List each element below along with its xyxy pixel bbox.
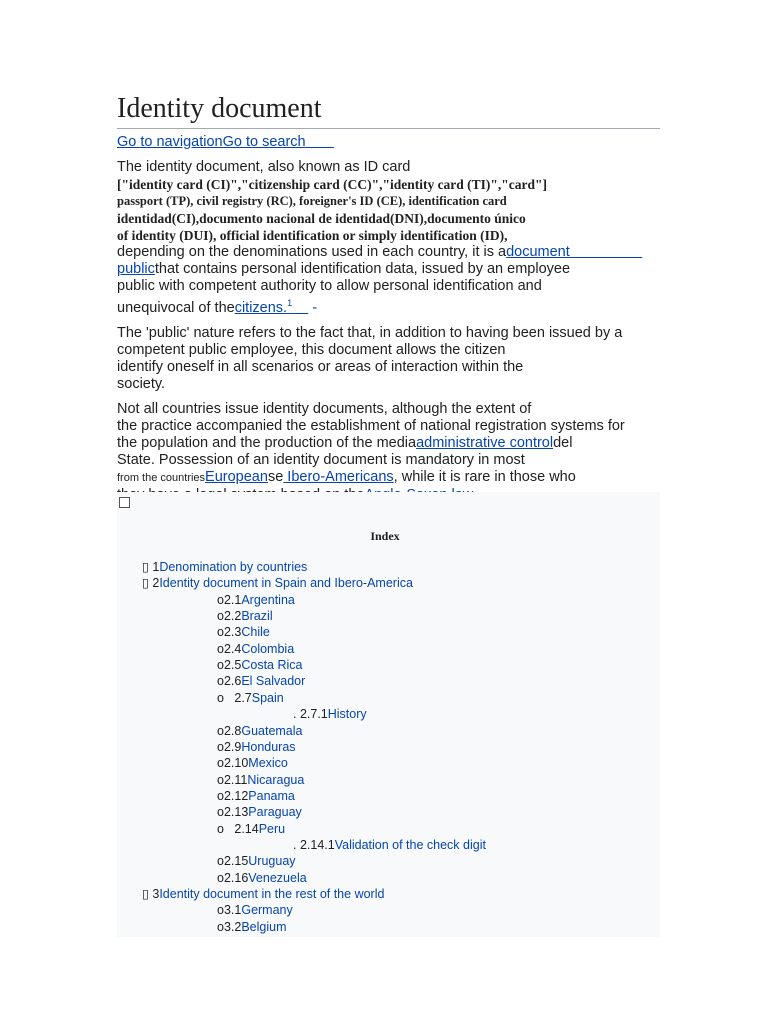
toc-item-link[interactable]: Panama (248, 788, 295, 803)
toc-title: Index (370, 529, 400, 543)
toc-item-link[interactable]: Colombia (241, 641, 295, 656)
toc-item-link[interactable]: Uruguay (248, 854, 296, 869)
toc-item-link[interactable]: Paraguay (248, 805, 302, 820)
european-link[interactable]: European (205, 468, 268, 485)
toc-item[interactable] (217, 853, 296, 869)
toc-item-number: ▯ 2 (142, 576, 160, 591)
text-line: The 'public' nature refers to the fact that, in addition to having been issued by a (117, 324, 623, 341)
toc-item-number: o2.1 (217, 592, 242, 607)
toc-item[interactable] (142, 575, 413, 591)
text-line: from the countriesEuropeanse Ibero-Americans, while it is rare in those who (117, 468, 576, 485)
go-to-navigation-link[interactable]: Go to navigation (117, 134, 223, 150)
article-body (117, 88, 660, 504)
toc-item-link[interactable]: Spain (251, 690, 284, 705)
toc-item[interactable] (217, 657, 302, 673)
toc-item[interactable] (293, 706, 367, 722)
toc-item[interactable] (217, 624, 270, 640)
intro-bold-line: ["identity card (CI)","citizenship card (CC)","identity card (TI)","card"] (117, 177, 548, 192)
toc-item-number: o2.8 (217, 723, 242, 738)
toc-item[interactable] (142, 559, 307, 575)
text-line: competent public employee, this document allows the citizen (117, 341, 506, 358)
toc-item[interactable] (217, 641, 294, 657)
toc-item-link[interactable]: Belgium (241, 919, 287, 934)
toc-item[interactable] (217, 870, 307, 886)
ibero-americans-link[interactable]: Ibero-Americans (283, 468, 394, 485)
toc-item[interactable] (217, 690, 284, 706)
toc-item-number: o2.10 (217, 756, 249, 771)
toc-item-number: o2.12 (217, 788, 249, 803)
toc-item-number: ▯ 1 (142, 560, 160, 574)
toc-item[interactable] (217, 902, 293, 918)
toc-item-number: . 2.7.1 (293, 707, 328, 722)
toc-item-link[interactable]: Chile (241, 625, 270, 640)
toc-item-number: o2.5 (217, 658, 242, 673)
intro-line: publicthat contains personal identification data, issued by an employee (117, 261, 571, 277)
toc-item-link[interactable]: Honduras (241, 739, 296, 754)
toc-item[interactable] (293, 837, 486, 853)
citizens-link[interactable]: citizens.$^1$ (234, 298, 293, 316)
text-line: society. (117, 375, 166, 392)
toc-item[interactable] (217, 788, 295, 804)
text-line: the practice accompanied the establishment of national registration systems for (117, 417, 625, 434)
toc-item-link[interactable]: Mexico (248, 756, 288, 771)
toc-item-number: o3.1 (217, 903, 242, 918)
toc-item-link[interactable]: Identity document in Spain and Ibero-America (159, 576, 413, 591)
toc-item[interactable] (217, 673, 305, 689)
toc-item[interactable] (217, 608, 273, 624)
public-link[interactable]: public (117, 261, 155, 277)
text-line: identify oneself in all scenarios or areas of interaction within the (117, 358, 524, 375)
toc-item-number: o2.6 (217, 674, 242, 689)
toc-item-number: o2.13 (217, 805, 249, 820)
paragraph-2 (117, 325, 660, 393)
toc-item[interactable] (142, 886, 384, 902)
toc-item-link[interactable]: Identity document in the rest of the world (159, 887, 385, 901)
toc-item-link[interactable]: Validation of the check digit (334, 837, 486, 852)
toc-item[interactable] (217, 772, 304, 788)
toc-item[interactable] (217, 739, 296, 755)
toc-item-number: o3.2 (217, 919, 242, 934)
document-link[interactable]: document (506, 244, 570, 260)
paragraph-3 (117, 401, 660, 504)
intro-line: The identity document, also known as ID card (117, 159, 411, 175)
toc-item-number: o 2.14 (217, 821, 259, 836)
go-to-search-link[interactable]: Go to search (222, 134, 306, 150)
toc-item[interactable] (217, 755, 288, 771)
intro-line: unequivocal of thecitizens.$^1$ - (117, 298, 318, 316)
toc-item-number: o2.2 (217, 609, 242, 624)
toc-item-number: . 2.14.1 (293, 837, 335, 852)
toc-item[interactable] (217, 592, 295, 608)
toc-item-link[interactable]: Argentina (241, 592, 295, 607)
toc-item-number: o2.16 (217, 870, 249, 885)
toc-item-number: o2.9 (217, 739, 242, 754)
toc-item[interactable] (217, 804, 302, 820)
intro-line: depending on the denominations used in each country, it is adocument (117, 244, 570, 260)
intro-paragraph (117, 159, 660, 317)
toc-item-number: o 2.7 (217, 690, 252, 705)
page-title: Identity document (117, 88, 660, 129)
toc-item[interactable] (217, 723, 303, 739)
toc-item[interactable] (217, 919, 287, 935)
toc-item-link[interactable]: Guatemala (241, 723, 303, 738)
text-line: State. Possession of an identity document is mandatory in most (117, 451, 525, 468)
toc-item-number: o2.3 (217, 625, 242, 640)
toc-item[interactable] (217, 821, 285, 837)
toc-item-number: ▯ 3 (142, 887, 160, 901)
toc-item-link[interactable]: Costa Rica (241, 658, 303, 673)
toc-item-number: o2.4 (217, 641, 242, 656)
intro-bold-line: passport (TP), civil registry (RC), foreigner's ID (CE), identification card (117, 194, 507, 208)
intro-bold-line: of identity (DUI), official identification or simply identification (ID), (117, 228, 508, 243)
toc-item-link[interactable]: Peru (258, 821, 286, 836)
toc-toggle-checkbox[interactable] (119, 497, 130, 508)
toc-item-link[interactable]: Venezuela (248, 870, 307, 885)
toc-item-link[interactable]: El Salvador (241, 674, 306, 689)
citation-dash-link[interactable]: - (312, 299, 318, 316)
toc-item-link[interactable]: Nicaragua (247, 772, 305, 787)
toc-item-number: o2.11 (217, 772, 248, 787)
toc-item-number: o2.15 (217, 854, 249, 869)
intro-bold-line: identidad(CI),documento nacional de identidad(DNI),documento único (117, 211, 526, 226)
toc-item-link[interactable]: Denomination by countries (159, 560, 308, 574)
toc-item-link[interactable]: History (327, 707, 367, 722)
toc-item-link[interactable]: Brazil (241, 609, 273, 624)
text-line: Not all countries issue identity documents, although the extent of (117, 400, 532, 417)
text-line: the population and the production of the mediaadministrative controldel (117, 434, 573, 451)
administrative-control-link[interactable]: administrative control (416, 434, 554, 451)
jump-links (117, 133, 660, 151)
toc-item-link[interactable]: Germany (241, 903, 293, 918)
intro-line: public with competent authority to allow personal identification and (117, 278, 542, 294)
